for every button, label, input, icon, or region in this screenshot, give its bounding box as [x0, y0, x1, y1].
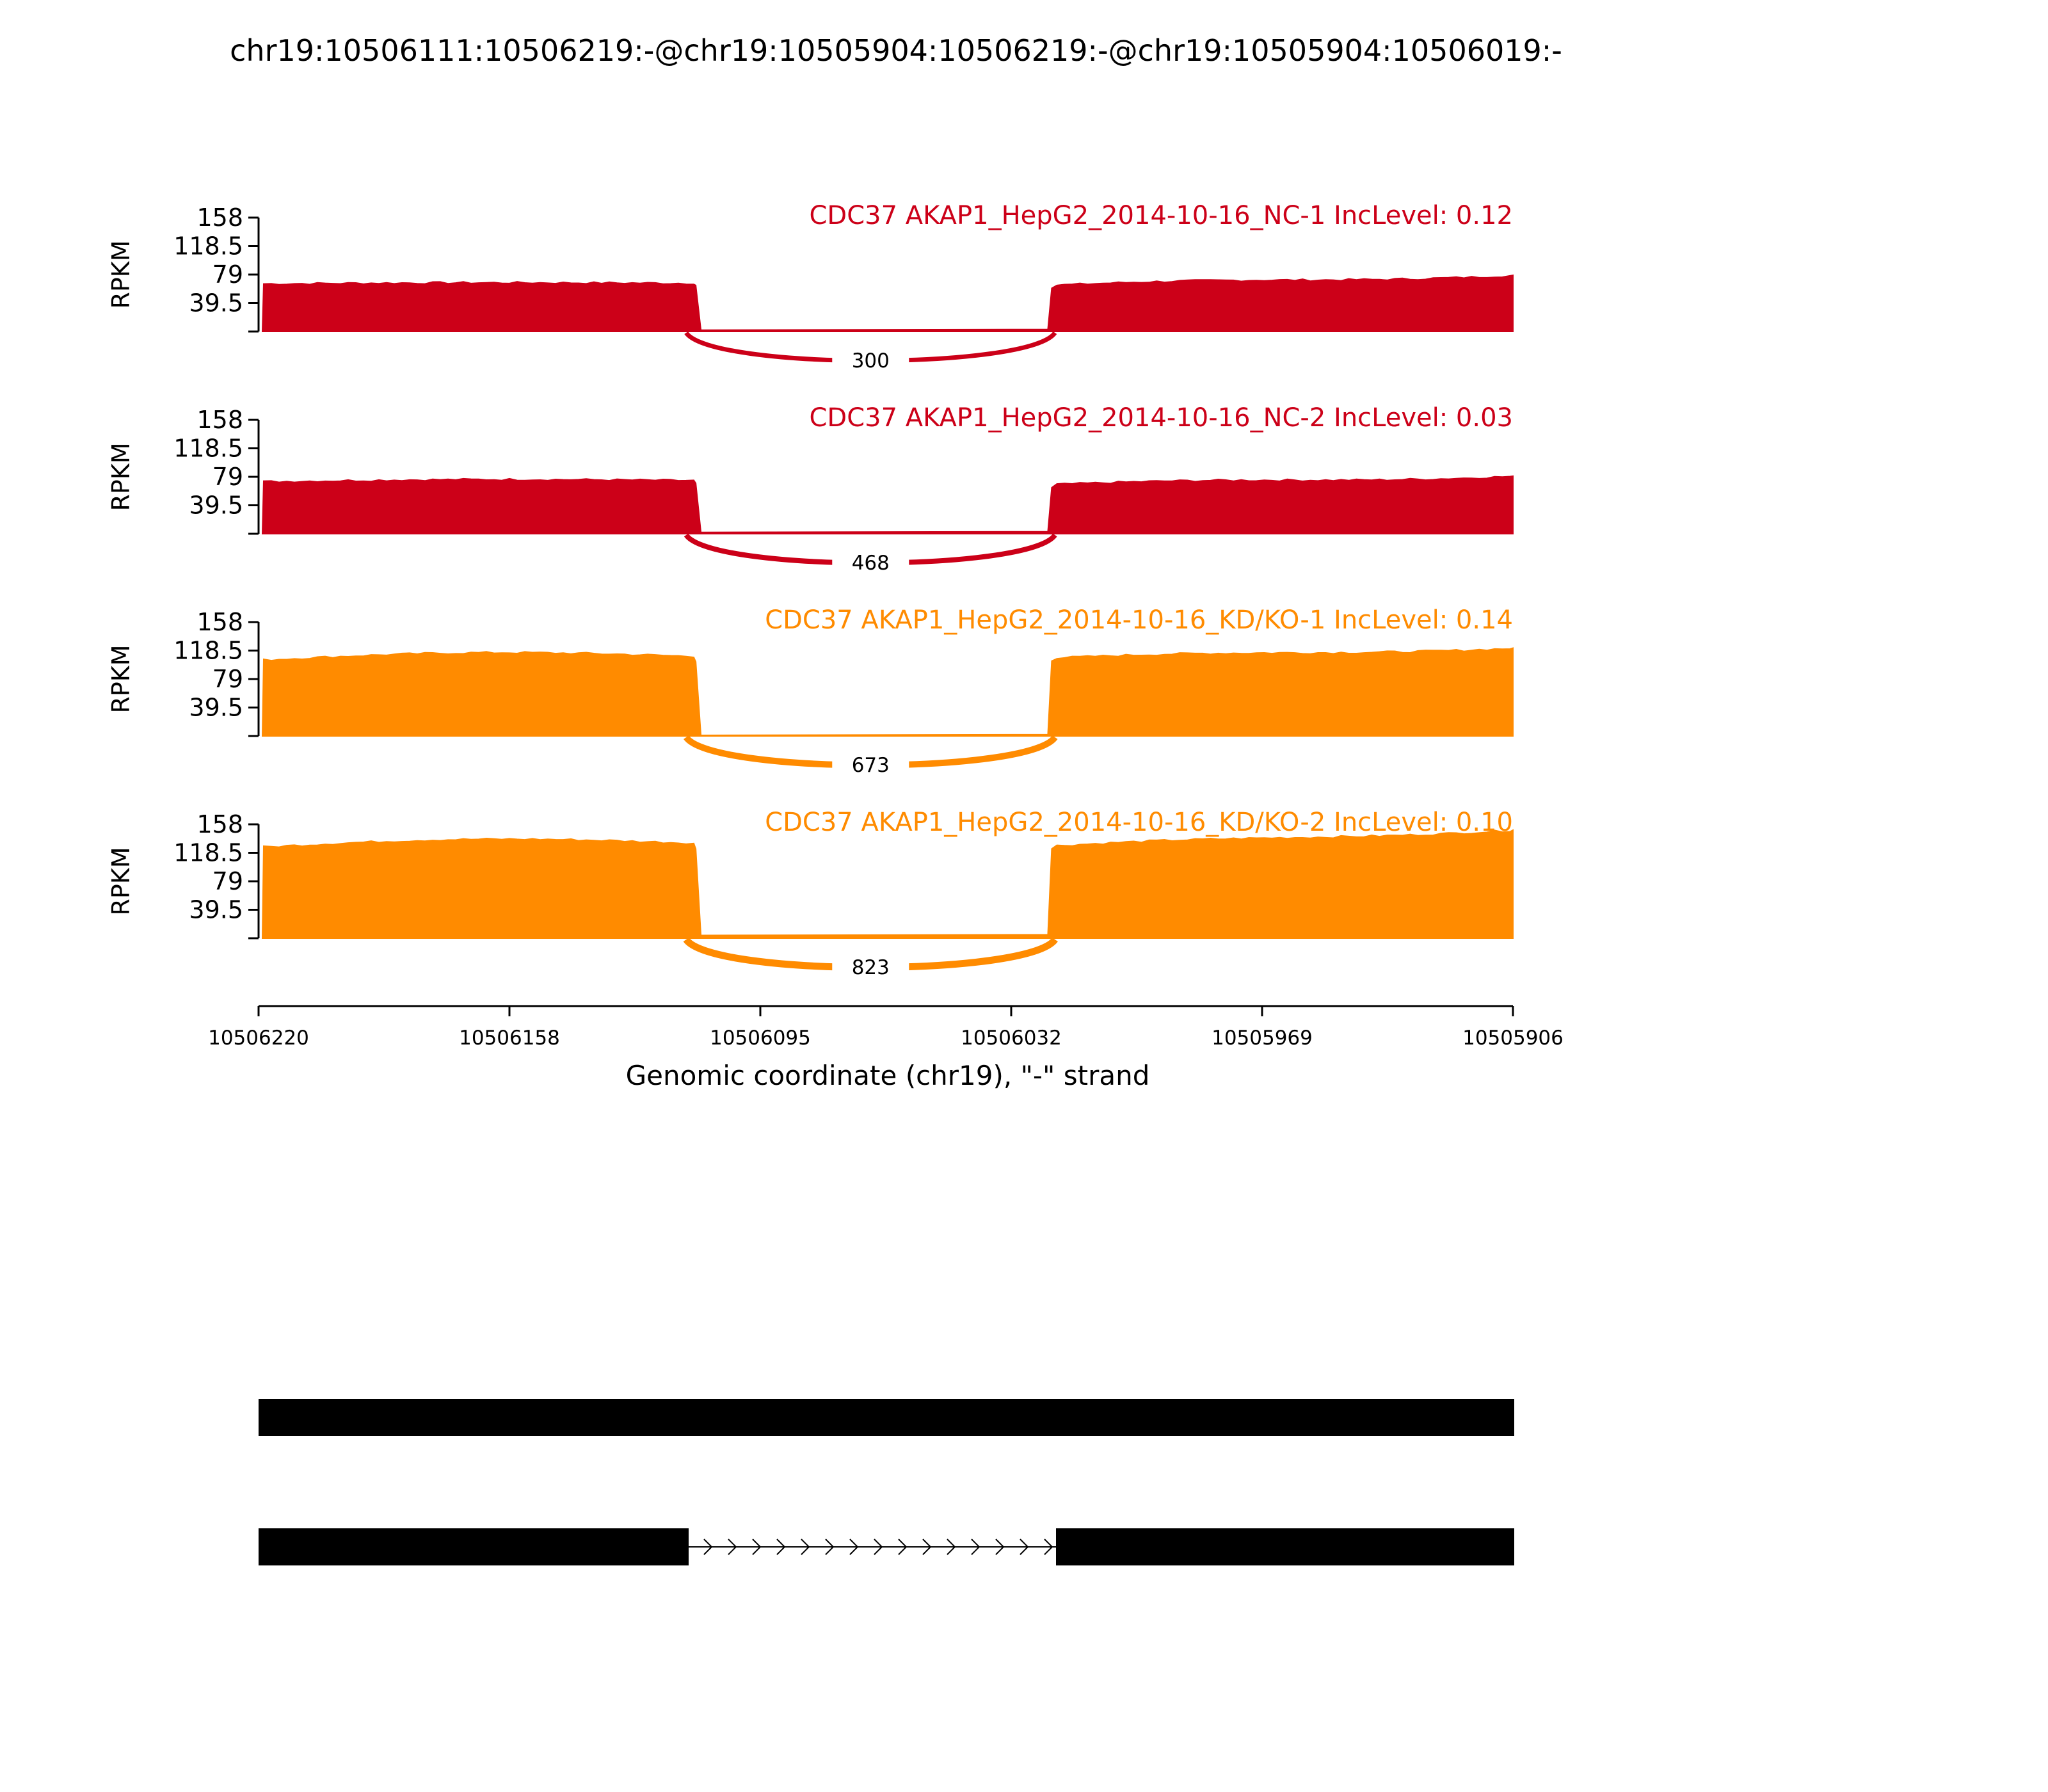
y-tick-label: 39.5 — [189, 693, 243, 722]
isoform-2-exon-downstream — [1056, 1528, 1514, 1565]
x-tick-label: 10505969 — [1212, 1027, 1313, 1050]
x-axis-label: Genomic coordinate (chr19), "-" strand — [625, 1060, 1150, 1091]
sample-label: CDC37 AKAP1_HepG2_2014-10-16_NC-1 IncLevel: 0.12 — [809, 201, 1513, 230]
coverage-area — [262, 830, 1513, 938]
x-tick-label: 10505906 — [1462, 1027, 1564, 1050]
coverage-panels — [107, 201, 1513, 980]
coverage-area — [262, 476, 1513, 534]
y-tick-label: 118.5 — [173, 434, 243, 463]
y-tick-label: 118.5 — [173, 838, 243, 867]
coverage-panel-3 — [107, 605, 1513, 778]
y-axis-label: RPKM — [107, 644, 135, 714]
x-tick-label: 10506220 — [208, 1027, 309, 1050]
y-axis-label: RPKM — [107, 847, 135, 916]
x-tick-label: 10506095 — [710, 1027, 811, 1050]
x-tick-label: 10506032 — [961, 1027, 1062, 1050]
junction-count: 823 — [851, 956, 890, 979]
coverage-area — [262, 275, 1513, 332]
y-tick-label: 79 — [212, 463, 243, 491]
sample-label: CDC37 AKAP1_HepG2_2014-10-16_KD/KO-2 IncLevel: 0.10 — [765, 808, 1513, 837]
y-tick-label: 79 — [212, 665, 243, 693]
sample-label: CDC37 AKAP1_HepG2_2014-10-16_KD/KO-1 IncLevel: 0.14 — [765, 605, 1513, 635]
y-tick-label: 158 — [196, 204, 243, 232]
isoform-1-exon — [259, 1399, 1514, 1436]
y-tick-label: 39.5 — [189, 895, 243, 924]
y-axis-label: RPKM — [107, 240, 135, 309]
y-tick-label: 158 — [196, 608, 243, 636]
coverage-area — [262, 648, 1513, 736]
gene-model-track — [259, 1399, 1514, 1565]
chart-title: chr19:10506111:10506219:-@chr19:10505904:10506219:-@chr19:10505904:10506019:- — [230, 33, 1562, 68]
x-tick-label: 10506158 — [459, 1027, 560, 1050]
coverage-panel-2 — [107, 403, 1513, 575]
y-tick-label: 39.5 — [189, 491, 243, 520]
y-tick-label: 39.5 — [189, 289, 243, 317]
y-tick-label: 79 — [212, 867, 243, 895]
junction-count: 468 — [851, 552, 890, 575]
isoform-2-exon-upstream — [259, 1528, 689, 1565]
y-tick-label: 118.5 — [173, 232, 243, 260]
y-tick-label: 158 — [196, 810, 243, 838]
coverage-panel-1 — [107, 201, 1513, 373]
coverage-panel-4 — [107, 808, 1513, 980]
y-tick-label: 158 — [196, 406, 243, 434]
junction-count: 300 — [851, 349, 890, 372]
y-tick-label: 118.5 — [173, 636, 243, 665]
x-axis — [208, 1006, 1564, 1050]
y-tick-label: 79 — [212, 260, 243, 289]
y-axis-label: RPKM — [107, 442, 135, 511]
sample-label: CDC37 AKAP1_HepG2_2014-10-16_NC-2 IncLevel: 0.03 — [809, 403, 1513, 433]
junction-count: 673 — [851, 754, 890, 777]
